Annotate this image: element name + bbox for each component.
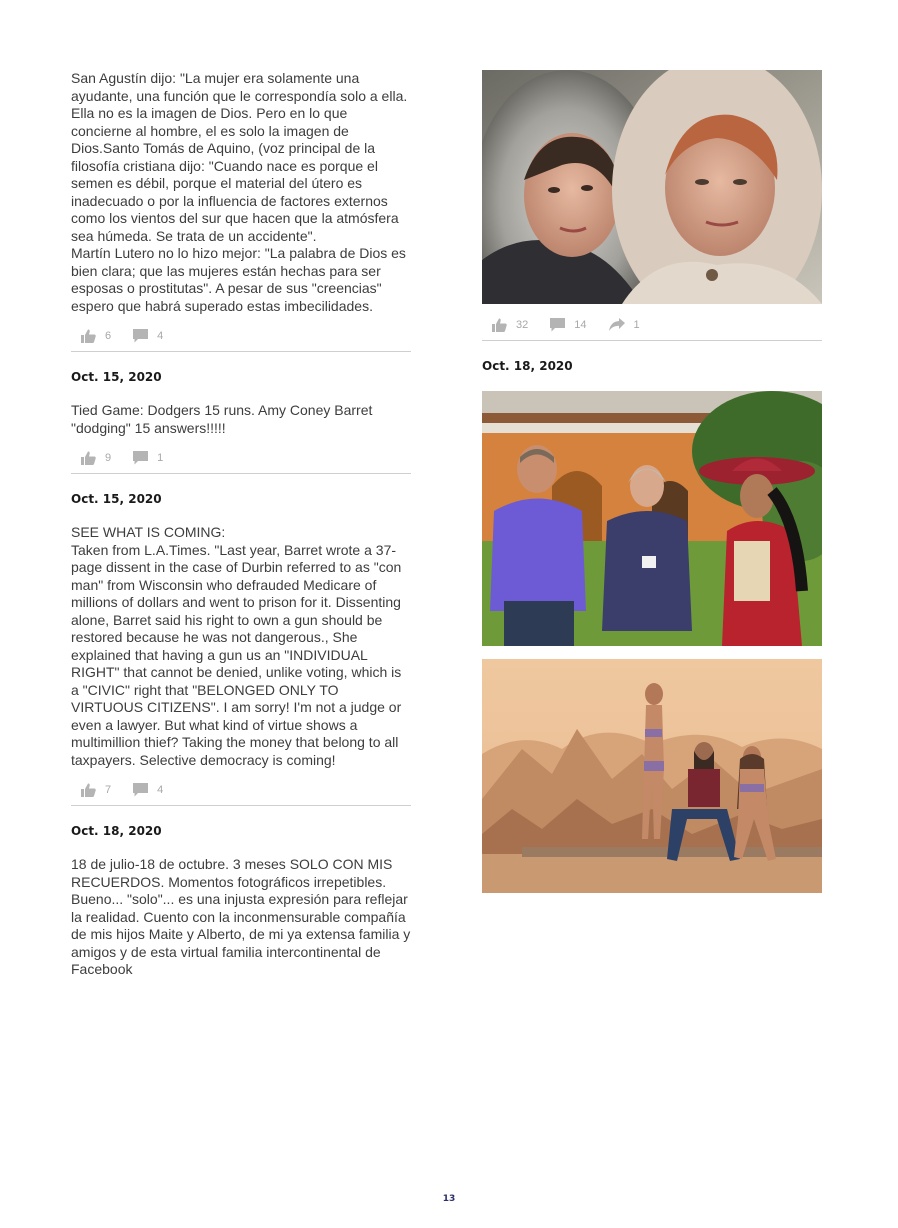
comment-icon	[550, 318, 565, 332]
post-date: Oct. 15, 2020	[71, 370, 162, 384]
comment-count: 1	[157, 452, 164, 464]
post-date: Oct. 18, 2020	[482, 359, 573, 373]
thumbs-up-icon	[81, 783, 96, 797]
photo-two-women-hooded-image	[482, 70, 822, 304]
comment-action[interactable]	[133, 451, 163, 465]
like-count: 6	[105, 330, 112, 342]
post-text: 18 de julio-18 de octubre. 3 meses SOLO CON MIS RECUERDOS. Momentos fotográficos irrepetibles. Bueno... "solo"... es una injusta expresión para reflejar la realidad. Cuento con la inconmensurable compañía de mis hijos Maite y Alberto, de mi ya extensa familia y amigos y de esta virtual familia intercontinental de Facebook	[71, 856, 411, 977]
like-action[interactable]	[81, 783, 111, 797]
comment-count: 4	[157, 784, 164, 796]
thumbs-up-icon	[81, 329, 96, 343]
post-reactions	[71, 321, 411, 352]
post-reactions	[71, 775, 411, 806]
post-text: Tied Game: Dodgers 15 runs. Amy Coney Barret "dodging" 15 answers!!!!!	[71, 402, 373, 436]
photo-two-women-hooded[interactable]	[482, 70, 822, 304]
thumbs-up-icon	[81, 451, 96, 465]
post-text: San Agustín dijo: "La mujer era solamente una ayudante, una función que le correspondía solo a ella. Ella no es la imagen de Dios. Pero en lo que concierne al hombre, el es solo la imagen de Dios.Santo Tomás de Aquino, (voz principal de la filosofía cristiana dijo: "Cuando nace es porque el semen es débil, porque el material del útero es inadecuado o por la influencia de factores externos como los vientos del sur que hacen que la atmósfera sea húmeda. Se trata de un accidente". Martín Lutero no lo hizo mejor: "La palabra de Dios es bien clara; que las mujeres están hechas para ser esposas o prostitutas". A pesar de sus "creencias" espero que habrá superado estas imbecilidades.	[71, 70, 408, 314]
post-reactions	[71, 443, 411, 474]
post-1	[71, 70, 411, 352]
comment-icon	[133, 329, 148, 343]
post-date: Oct. 15, 2020	[71, 492, 162, 506]
post-3	[71, 492, 411, 806]
post-date: Oct. 18, 2020	[71, 824, 162, 838]
comment-icon	[133, 783, 148, 797]
comment-icon	[133, 451, 148, 465]
share-icon	[609, 318, 625, 332]
comment-count: 14	[574, 319, 587, 331]
comment-action[interactable]	[550, 318, 586, 332]
share-action[interactable]	[609, 318, 640, 332]
thumbs-up-icon	[492, 318, 507, 332]
like-action[interactable]	[81, 451, 111, 465]
post-4	[71, 824, 411, 979]
like-count: 9	[105, 452, 112, 464]
comment-action[interactable]	[133, 329, 163, 343]
comment-action[interactable]	[133, 783, 163, 797]
photo-group-courtyard-image	[482, 391, 822, 646]
left-column	[71, 70, 411, 979]
like-count: 7	[105, 784, 112, 796]
like-count: 32	[516, 319, 529, 331]
post-text: SEE WHAT IS COMING: Taken from L.A.Times. "Last year, Barret wrote a 37-page dissent in the case of Durbin referred to as "con man" from Wisconsin who defrauded Medicare of millions of dollars and went to prison for it. Dissenting alone, Barret said his right to own a gun should be restored because he was not dangerous., She explained that having a gun us an "INDIVIDUAL RIGHT" that cannot be denied, unlike voting, which is a "CIVIC" right that "BELONGED ONLY TO VIRTUOUS CITIZENS". I am sorry! I'm not a judge or even a lawyer. But what kind of virtue shows a multimillion thief? Taking the money that belong to all taxpayers. Selective democracy is coming!	[71, 524, 402, 768]
right-column	[482, 70, 822, 893]
photo-group-courtyard[interactable]	[482, 391, 822, 646]
photo-desert-group-image	[482, 659, 822, 893]
comment-count: 4	[157, 330, 164, 342]
like-action[interactable]	[81, 329, 111, 343]
page-number: 13	[442, 1194, 456, 1204]
share-count: 1	[633, 319, 640, 331]
post-2	[71, 370, 411, 474]
photo-desert-group[interactable]	[482, 659, 822, 893]
photo-post-reactions	[482, 310, 822, 341]
like-action[interactable]	[492, 318, 528, 332]
